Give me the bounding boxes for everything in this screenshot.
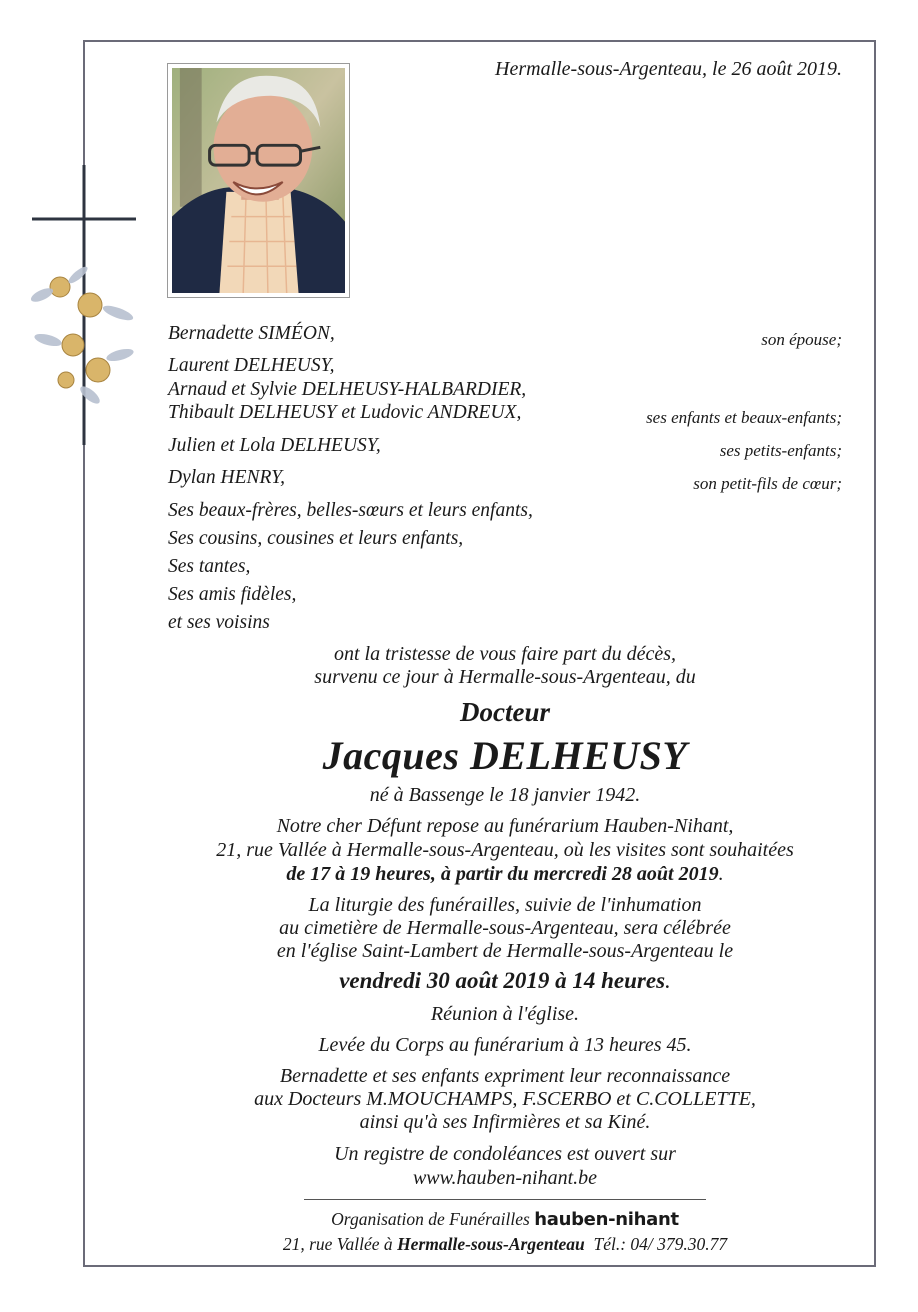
thanks-line-1: Bernadette et ses enfants expriment leur reconnaissance (279, 1065, 731, 1087)
brand-logo: hauben-nihant (534, 1209, 679, 1230)
family-line-child-1: Laurent DELHEUSY, (168, 355, 335, 376)
place-date: Hermalle-sous-Argenteau, le 26 août 2019. (495, 58, 842, 80)
visitation-line-2: 21, rue Vallée à Hermalle-sous-Argenteau, où les visites sont souhaitées (216, 839, 794, 861)
footer-address (100, 1234, 910, 1255)
role-spouse: son épouse; (761, 330, 842, 349)
family-line-child-3: Thibault DELHEUSY et Ludovic ANDREUX, (168, 402, 522, 423)
role-heart-grandson: son petit-fils de cœur; (693, 474, 842, 493)
family-line-aunts: Ses tantes, (168, 556, 251, 577)
visitation-line-3 (100, 863, 910, 886)
family-line-grandchildren: Julien et Lola DELHEUSY, (168, 435, 381, 456)
funeral-date-bold: vendredi 30 août 2019 à 14 heures (339, 968, 666, 993)
register-line-1: Un registre de condoléances est ouvert sur (334, 1143, 676, 1165)
funeral-line-3: en l'église Saint-Lambert de Hermalle-sous-Argenteau le (276, 940, 734, 962)
visitation-hours: de 17 à 19 heures, à partir du mercredi 28 août 2019 (286, 863, 719, 885)
footer-divider (304, 1199, 706, 1200)
levee-du-corps: Levée du Corps au funérarium à 13 heures 45. (318, 1034, 692, 1056)
thanks-line-2: aux Docteurs M.MOUCHAMPS, F.SCERBO et C.COLLETTE, (254, 1088, 756, 1110)
announcement-body (100, 0, 910, 1312)
visitation-end: . (718, 863, 724, 885)
role-grandchildren: ses petits-enfants; (719, 441, 842, 460)
funeral-date-end: . (665, 968, 671, 993)
deceased-title: Docteur (460, 697, 550, 727)
meeting-place: Réunion à l'église. (430, 1003, 580, 1025)
family-line-friends: Ses amis fidèles, (168, 584, 297, 605)
family-line-heart-grandson: Dylan HENRY, (168, 467, 286, 488)
footer-org-label: Organisation de Funérailles (331, 1209, 530, 1229)
deceased-name: Jacques DELHEUSY (322, 733, 688, 778)
family-line-child-2: Arnaud et Sylvie DELHEUSY-HALBARDIER, (168, 379, 527, 400)
family-line-spouse: Bernadette SIMÉON, (168, 323, 335, 344)
deceased-birth: né à Bassenge le 18 janvier 1942. (369, 784, 641, 806)
thanks-line-3: ainsi qu'à ses Infirmières et sa Kiné. (359, 1111, 651, 1133)
footer-phone: Tél.: 04/ 379.30.77 (593, 1234, 728, 1254)
role-children: ses enfants et beaux-enfants; (646, 408, 842, 427)
footer-city: Hermalle-sous-Argenteau (397, 1234, 585, 1254)
announcement-line-2: survenu ce jour à Hermalle-sous-Argenteau, du (314, 666, 696, 688)
family-line-in-laws: Ses beaux-frères, belles-sœurs et leurs enfants, (168, 500, 533, 521)
footer-street: 21, rue Vallée à (282, 1234, 393, 1254)
family-line-neighbours: et ses voisins (168, 612, 270, 633)
family-line-cousins: Ses cousins, cousines et leurs enfants, (168, 528, 464, 549)
register-url[interactable]: www.hauben-nihant.be (412, 1167, 598, 1189)
funeral-line-2: au cimetière de Hermalle-sous-Argenteau, sera célébrée (279, 917, 731, 939)
funeral-date (100, 968, 910, 994)
visitation-line-1: Notre cher Défunt repose au funérarium Hauben-Nihant, (276, 815, 734, 837)
announcement-line-1: ont la tristesse de vous faire part du décès, (334, 643, 676, 665)
funeral-line-1: La liturgie des funérailles, suivie de l'inhumation (308, 894, 702, 916)
footer-organisation (100, 1209, 910, 1230)
